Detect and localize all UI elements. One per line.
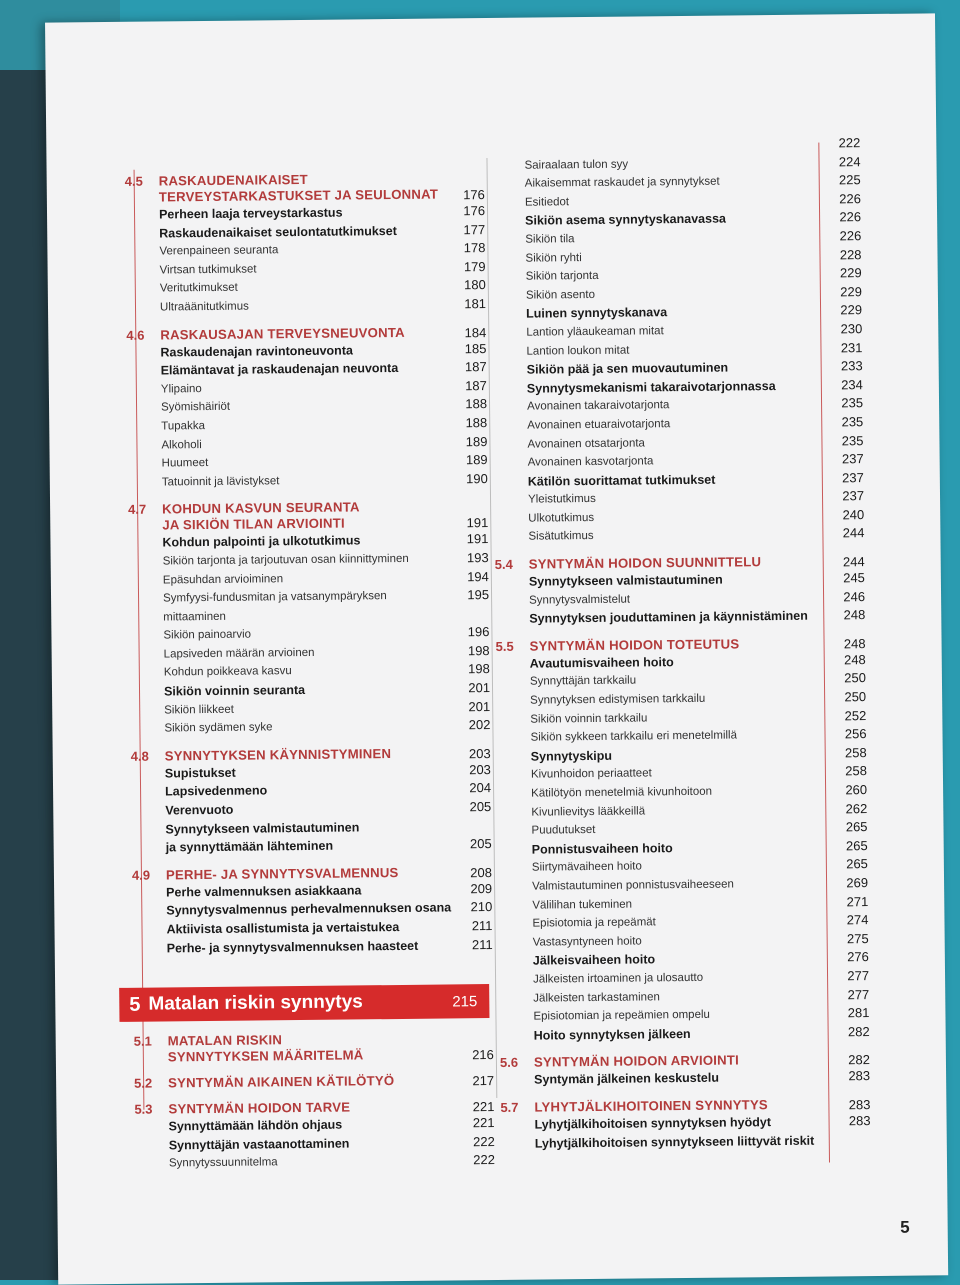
entry-title: Raskaudenajan ravintoneuvonta xyxy=(160,340,446,362)
entry-title: Valmistautuminen ponnistusvaiheeseen xyxy=(532,874,828,896)
entry-title: Sikiön painoarvio xyxy=(163,624,449,646)
section-title: SYNTYMÄN HOIDON TARVE xyxy=(168,1099,454,1118)
section-number: 5.4 xyxy=(495,557,529,572)
entry-title: Luinen synnytyskanava xyxy=(526,302,822,324)
section-page: 282 xyxy=(830,1052,870,1067)
entry-page: 222 xyxy=(455,1151,495,1170)
entry-page: 176 xyxy=(445,202,485,221)
toc-left-list xyxy=(125,170,493,958)
toc-left-column xyxy=(125,160,496,1174)
section-title: SYNTYMÄN HOIDON SUUNNITTELU xyxy=(529,554,825,573)
entry-title: Synnytysvalmistelut xyxy=(529,588,825,610)
section-page: 208 xyxy=(452,865,492,880)
entry-page: 271 xyxy=(828,893,868,912)
entry-page: 235 xyxy=(823,432,863,451)
entry-page: 244 xyxy=(824,525,864,544)
entry-page: 211 xyxy=(452,917,492,936)
toc-entry-row xyxy=(131,817,491,858)
entry-title: Synnyttäjän tarkkailu xyxy=(530,670,826,692)
entry-page: 231 xyxy=(822,339,862,358)
toc-entry-row xyxy=(130,716,490,738)
entry-title: Epäsuhdan arvioiminen xyxy=(163,568,449,590)
section-page: 244 xyxy=(825,554,865,569)
section-title: SYNTYMÄN HOIDON ARVIOINTI xyxy=(534,1052,830,1071)
section-number: 5.3 xyxy=(134,1102,168,1117)
entry-page: 258 xyxy=(827,763,867,782)
entry-page: 204 xyxy=(451,779,491,798)
book-page xyxy=(45,13,948,1284)
entry-page: 262 xyxy=(827,800,867,819)
toc-right-column xyxy=(490,134,871,1153)
chapter-title: Matalan riskin synnytys xyxy=(148,991,427,1016)
entry-title: Raskaudenaikaiset seulontatutkimukset xyxy=(159,221,445,243)
section-title: RASKAUSAJAN TERVEYSNEUVONTA xyxy=(160,324,446,343)
entry-page: 198 xyxy=(450,642,490,661)
entry-page: 283 xyxy=(830,1067,870,1086)
entry-title: Lapsiveden määrän arvioinen xyxy=(164,642,450,664)
entry-title: Sairaalaan tulon syy xyxy=(524,153,820,175)
toc-left-after-list xyxy=(134,1030,495,1174)
section-number: 5.7 xyxy=(500,1100,534,1115)
section-number: 4.9 xyxy=(132,867,166,882)
entry-title: Perhe valmennuksen asiakkaana xyxy=(166,880,452,902)
section-page: 203 xyxy=(451,746,491,761)
toc-entry-row xyxy=(126,295,486,317)
toc-section-row xyxy=(128,498,488,534)
entry-page: 235 xyxy=(823,394,863,413)
entry-title: Kivunhoidon periaatteet xyxy=(531,763,827,785)
toc-section-row xyxy=(134,1072,494,1092)
entry-page: 274 xyxy=(828,911,868,930)
entry-title: Synnytyssuunnitelma xyxy=(169,1152,455,1174)
entry-page: 179 xyxy=(446,258,486,277)
toc-entry-row xyxy=(495,606,865,628)
entry-page: 237 xyxy=(824,450,864,469)
entry-page: 180 xyxy=(446,276,486,295)
entry-page: 194 xyxy=(449,568,489,587)
entry-page: 228 xyxy=(821,246,861,265)
entry-title: Synnytyskipu xyxy=(531,744,827,766)
entry-title: Sikiön asento xyxy=(526,283,822,305)
entry-page: 269 xyxy=(828,874,868,893)
entry-title: Synnyttäjän vastaanottaminen xyxy=(169,1133,455,1155)
entry-page: 229 xyxy=(822,301,862,320)
entry-title: Kätilötyön menetelmiä kivunhoitoon xyxy=(531,782,827,804)
entry-page: 211 xyxy=(453,936,493,955)
section-page: 184 xyxy=(446,325,486,340)
section-number: 5.2 xyxy=(134,1076,168,1091)
entry-page: 237 xyxy=(824,469,864,488)
entry-page: 198 xyxy=(450,661,490,680)
entry-title: Symfyysi-fundusmitan ja vatsanympäryksen mittaaminen xyxy=(163,587,449,627)
entry-title: Sikiön tila xyxy=(525,228,821,250)
section-title: KOHDUN KASVUN SEURANTA JA SIKIÖN TILAN ARVIOINTI xyxy=(162,499,448,534)
entry-title: Synnytysvalmennus perhevalmennuksen osana xyxy=(166,899,452,921)
entry-page: 282 xyxy=(830,1023,870,1042)
entry-page: 256 xyxy=(826,725,866,744)
entry-title: Sikiön sydämen syke xyxy=(164,717,450,739)
entry-page: 277 xyxy=(829,986,869,1005)
section-title: MATALAN RISKIN SYNNYTYKSEN MÄÄRITELMÄ xyxy=(168,1031,454,1066)
section-page: 216 xyxy=(454,1047,494,1062)
entry-title: Veritutkimukset xyxy=(160,277,446,299)
section-title: PERHE- JA SYNNYTYSVALMENNUS xyxy=(166,864,452,883)
entry-title: Sikiön asema synnytyskanavassa xyxy=(525,209,821,231)
section-title: LYHYTJÄLKIHOITOINEN SYNNYTYS xyxy=(534,1096,830,1115)
entry-page: 276 xyxy=(829,948,869,967)
entry-page: 187 xyxy=(447,377,487,396)
entry-page: 248 xyxy=(826,651,866,670)
entry-title: Syntymän jälkeinen keskustelu xyxy=(534,1068,830,1090)
entry-page: 226 xyxy=(821,227,861,246)
toc-entry-row xyxy=(133,936,493,958)
page-number: 5 xyxy=(900,1218,910,1238)
entry-title: Episiotomian ja repeämien ompelu xyxy=(533,1005,829,1027)
entry-title: Sikiön ryhti xyxy=(525,246,821,268)
toc-right-list xyxy=(490,134,871,1153)
entry-page: 188 xyxy=(447,395,487,414)
entry-page: 224 xyxy=(820,153,860,172)
entry-page: 189 xyxy=(448,451,488,470)
entry-title: Avonainen takaraivotarjonta xyxy=(527,395,823,417)
entry-page: 209 xyxy=(452,880,492,899)
section-number: 5.5 xyxy=(496,638,530,653)
entry-title: Elämäntavat ja raskaudenajan neuvonta xyxy=(161,359,447,381)
entry-page: 265 xyxy=(828,837,868,856)
entry-title: Avonainen etuaraivotarjonta xyxy=(527,413,823,435)
chapter-heading xyxy=(119,984,489,1022)
entry-page: 177 xyxy=(445,221,485,240)
entry-title: Synnytysmekanismi takaraivotarjonnassa xyxy=(527,376,823,398)
entry-title: Kohdun poikkeava kasvu xyxy=(164,661,450,683)
entry-title: Synnyttämään lähdön ohjaus xyxy=(168,1115,454,1137)
entry-title: Ultraäänitutkimus xyxy=(160,295,446,317)
entry-title: Sikiön tarjonta xyxy=(526,265,822,287)
entry-title: Sikiön liikkeet xyxy=(164,698,450,720)
toc-entry-row xyxy=(135,1151,495,1173)
entry-page: 222 xyxy=(820,134,860,153)
toc-entry-row xyxy=(501,1131,871,1153)
entry-title: Puudutukset xyxy=(531,819,827,841)
entry-title: Virtsan tutkimukset xyxy=(160,258,446,280)
section-number: 4.6 xyxy=(126,327,160,342)
entry-page: 265 xyxy=(828,855,868,874)
entry-page: 185 xyxy=(446,340,486,359)
entry-page: 201 xyxy=(450,698,490,717)
entry-title: Sikiön sykkeen tarkkailu eri menetelmillä xyxy=(530,726,826,748)
section-title: SYNNYTYKSEN KÄYNNISTYMINEN xyxy=(165,745,451,764)
entry-title: Verenvuoto xyxy=(165,798,451,820)
entry-title: Synnytyksen jouduttaminen ja käynnistäminen xyxy=(529,607,825,629)
entry-title: Sikiön voinnin seuranta xyxy=(164,680,450,702)
entry-page: 201 xyxy=(450,679,490,698)
entry-page: 210 xyxy=(452,898,492,917)
entry-title: Kivunlievitys lääkkeillä xyxy=(531,800,827,822)
entry-title: Jälkeisten irtoaminen ja ulosautto xyxy=(533,967,829,989)
section-page: 176 xyxy=(445,187,485,202)
toc-entry-row xyxy=(129,586,489,627)
entry-page: 202 xyxy=(450,716,490,735)
section-number: 5.1 xyxy=(134,1034,168,1049)
section-title: SYNTYMÄN AIKAINEN KÄTILÖTYÖ xyxy=(168,1073,454,1092)
entry-page: 178 xyxy=(445,239,485,258)
entry-page: 233 xyxy=(823,357,863,376)
entry-title: Sikiön voinnin tarkkailu xyxy=(530,707,826,729)
entry-title: Tupakka xyxy=(161,414,447,436)
entry-title: Ponnistusvaiheen hoito xyxy=(532,837,828,859)
section-page: 217 xyxy=(454,1073,494,1088)
entry-title: Jälkeisvaiheen hoito xyxy=(533,949,829,971)
entry-title: Avautumisvaiheen hoito xyxy=(530,651,826,673)
entry-title: Jälkeisten tarkastaminen xyxy=(533,986,829,1008)
entry-title: Kohdun palpointi ja ulkotutkimus xyxy=(162,531,448,553)
entry-title: Avonainen kasvotarjonta xyxy=(528,451,824,473)
entry-page: 277 xyxy=(829,967,869,986)
toc-entry-row xyxy=(494,525,864,547)
entry-page: 237 xyxy=(824,487,864,506)
toc-entry-row xyxy=(500,1023,870,1045)
toc-section-row xyxy=(134,1030,494,1066)
entry-page: 250 xyxy=(826,688,866,707)
entry-title: Siirtymävaiheen hoito xyxy=(532,856,828,878)
entry-title: Synnytyksen edistymisen tarkkailu xyxy=(530,689,826,711)
section-page: 221 xyxy=(454,1099,494,1114)
entry-page: 281 xyxy=(829,1004,869,1023)
entry-title: Synnytykseen valmistautuminen ja synnyttämään lähteminen xyxy=(165,817,451,857)
entry-title: Alkoholi xyxy=(161,433,447,455)
entry-page: 229 xyxy=(822,283,862,302)
entry-page: 205 xyxy=(452,835,492,854)
entry-page: 245 xyxy=(825,569,865,588)
entry-title: Yleistutkimus xyxy=(528,488,824,510)
entry-title: Ylipaino xyxy=(161,377,447,399)
entry-page: 250 xyxy=(826,670,866,689)
entry-page: 221 xyxy=(454,1114,494,1133)
entry-page: 265 xyxy=(827,818,867,837)
entry-page: 246 xyxy=(825,588,865,607)
entry-title xyxy=(524,135,820,138)
entry-page: 193 xyxy=(449,549,489,568)
entry-page: 275 xyxy=(829,930,869,949)
entry-page: 205 xyxy=(451,798,491,817)
entry-page: 189 xyxy=(447,433,487,452)
entry-page: 260 xyxy=(827,781,867,800)
entry-title: Huumeet xyxy=(162,452,448,474)
entry-title: Ulkotutkimus xyxy=(528,506,824,528)
entry-title: Perheen laaja terveystarkastus xyxy=(159,202,445,224)
entry-page: 234 xyxy=(823,376,863,395)
entry-title: Lapsivedenmeno xyxy=(165,780,451,802)
section-title: RASKAUDENAIKAISET TERVEYSTARKASTUKSET JA SEULONNAT xyxy=(159,170,445,205)
entry-title: Esitiedot xyxy=(525,190,821,212)
entry-title: Synnytykseen valmistautuminen xyxy=(529,570,825,592)
entry-page: 230 xyxy=(822,320,862,339)
entry-page: 258 xyxy=(827,744,867,763)
section-page: 191 xyxy=(448,515,488,530)
section-number: 4.5 xyxy=(125,173,159,188)
entry-page: 191 xyxy=(448,530,488,549)
chapter-number: 5 xyxy=(129,993,140,1016)
entry-page: 195 xyxy=(449,586,489,605)
entry-title: Supistukset xyxy=(165,761,451,783)
entry-page: 181 xyxy=(446,295,486,314)
toc-entry-row xyxy=(128,470,488,492)
entry-title: Verenpaineen seuranta xyxy=(159,240,445,262)
entry-title: Lantion loukon mitat xyxy=(526,339,822,361)
entry-page: 225 xyxy=(821,171,861,190)
section-number: 4.7 xyxy=(128,502,162,517)
entry-title: Sisätutkimus xyxy=(528,525,824,547)
section-number: 5.6 xyxy=(500,1055,534,1070)
entry-page: 235 xyxy=(823,413,863,432)
section-number: 4.8 xyxy=(131,748,165,763)
chapter-page: 215 xyxy=(427,993,489,1011)
entry-title: Tatuoinnit ja lävistykset xyxy=(162,470,448,492)
entry-page: 229 xyxy=(822,264,862,283)
entry-page: 226 xyxy=(821,190,861,209)
section-page: 248 xyxy=(825,636,865,651)
entry-page: 188 xyxy=(447,414,487,433)
entry-page: 240 xyxy=(824,506,864,525)
entry-page: 190 xyxy=(448,470,488,489)
entry-page: 283 xyxy=(830,1112,870,1131)
entry-title: Lyhytjälkihoitoisen synnytyksen hyödyt xyxy=(534,1112,830,1134)
entry-title: Syömishäiriöt xyxy=(161,396,447,418)
entry-title: Vastasyntyneen hoito xyxy=(533,930,829,952)
toc-section-row xyxy=(125,170,485,206)
section-page: 283 xyxy=(830,1097,870,1112)
entry-page: 252 xyxy=(826,707,866,726)
entry-title: Lantion yläaukeaman mitat xyxy=(526,320,822,342)
section-title: SYNTYMÄN HOIDON TOTEUTUS xyxy=(529,635,825,654)
entry-title: Kätilön suorittamat tutkimukset xyxy=(528,469,824,491)
entry-page: 203 xyxy=(451,761,491,780)
entry-title: Sikiön tarjonta ja tarjoutuvan osan kiinnittyminen xyxy=(163,549,449,571)
entry-page: 196 xyxy=(449,623,489,642)
entry-title: Sikiön pää ja sen muovautuminen xyxy=(527,358,823,380)
entry-title: Lyhytjälkihoitoisen synnytykseen liittyvät riskit xyxy=(535,1131,831,1153)
entry-title: Episiotomia ja repeämät xyxy=(532,912,828,934)
entry-title: Hoito synnytyksen jälkeen xyxy=(534,1023,830,1045)
entry-page: 226 xyxy=(821,209,861,228)
entry-title: Avonainen otsatarjonta xyxy=(527,432,823,454)
entry-page: 187 xyxy=(447,358,487,377)
entry-page: 222 xyxy=(455,1133,495,1152)
entry-title: Perhe- ja synnytysvalmennuksen haasteet xyxy=(167,936,453,958)
entry-page: 248 xyxy=(825,606,865,625)
entry-title: Aktiivista osallistumista ja vertaistukea xyxy=(166,917,452,939)
toc-entry-row xyxy=(500,1067,870,1089)
entry-title: Aikaisemmat raskaudet ja synnytykset xyxy=(525,172,821,194)
entry-title: Välilihan tukeminen xyxy=(532,893,828,915)
